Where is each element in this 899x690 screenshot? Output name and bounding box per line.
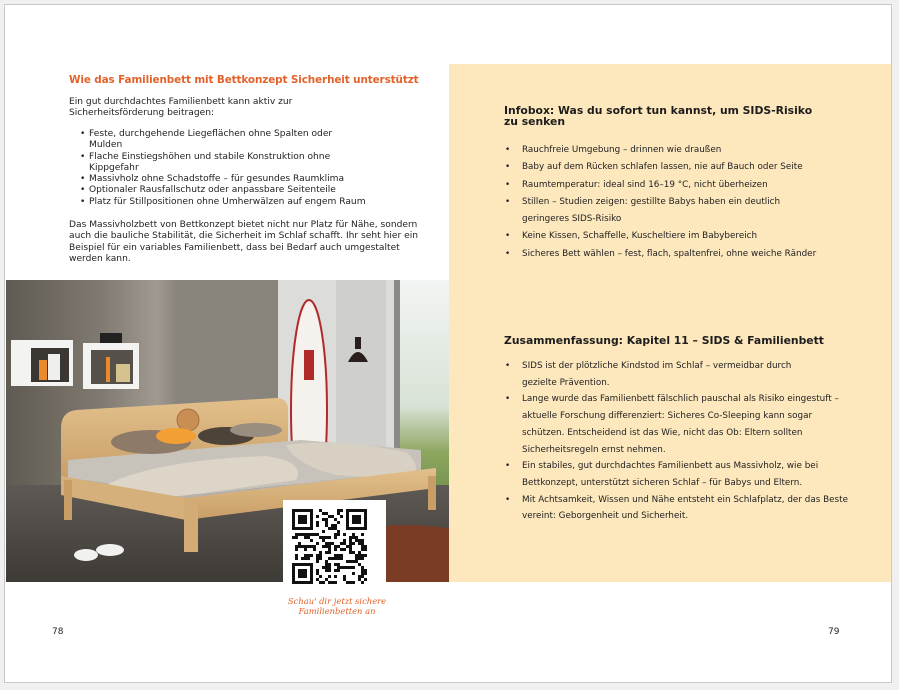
list-item: • Massivholz ohne Schadstoffe – für gesundes Raumklima bbox=[80, 174, 380, 185]
feature-list bbox=[80, 129, 380, 208]
infobox-heading: Infobox: Was du sofort tun kannst, um SIDS-Risiko zu senken bbox=[504, 104, 813, 128]
list-item: • Baby auf dem Rücken schlafen lassen, nie auf Bauch oder Seite bbox=[504, 159, 812, 176]
intro-paragraph: Ein gut durchdachtes Familienbett kann aktiv zur Sicherheitsförderung beitragen: bbox=[69, 97, 293, 119]
list-item: • Feste, durchgehende Liegeflächen ohne Spalten oder Mulden bbox=[80, 129, 349, 152]
list-item: • Optionaler Rausfallschutz oder anpassbare Seitenteile bbox=[80, 185, 380, 196]
page-number-right: 79 bbox=[828, 627, 840, 637]
list-item: • Platz für Stillpositionen ohne Umherwälzen auf engem Raum bbox=[80, 197, 380, 208]
list-item: • Raumtemperatur: ideal sind 16–19 °C, nicht überheizen bbox=[504, 177, 844, 194]
list-item: • Ein stabiles, gut durchdachtes Familienbett aus Massivholz, wie bei Bettkonzept, unterstützt sicheren Schlaf – für Babys und Eltern. bbox=[504, 458, 842, 491]
body-paragraph: Das Massivholzbett von Bettkonzept bietet nicht nur Platz für Nähe, sondern auch die bauliche Stabilität, die Sicherheit im Schlaf schafft. Ihr seht hier ein Beispiel für ein variables Familienbett, dass bei Bedarf auch umgestaltet werden kann. bbox=[69, 220, 419, 264]
list-item: • Sicheres Bett wählen – fest, flach, spaltenfrei, ohne weiche Ränder bbox=[504, 246, 837, 263]
infobox-panel bbox=[449, 64, 892, 582]
qr-caption bbox=[267, 597, 407, 616]
list-item: • Stillen – Studien zeigen: gestillte Babys haben ein deutlich geringeres SIDS-Risiko bbox=[504, 194, 827, 229]
list-item: • SIDS ist der plötzliche Kindstod im Schlaf – vermeidbar durch gezielte Prävention. bbox=[504, 358, 827, 391]
infobox-list bbox=[504, 142, 844, 263]
summary-heading: Zusammenfassung: Kapitel 11 – SIDS & Familienbett bbox=[504, 334, 824, 347]
page-number-left: 78 bbox=[52, 627, 64, 637]
list-item: • Mit Achtsamkeit, Wissen und Nähe entsteht ein Schlafplatz, der das Beste vereint: Geborgenheit und Sicherheit. bbox=[504, 492, 852, 525]
qr-caption-line: Schau' dir jetzt sichere bbox=[287, 596, 387, 606]
list-item: • Lange wurde das Familienbett fälschlich pauschal als Risiko eingestuft – aktuelle Forschung differenziert: Sicheres Co-Sleeping kann sogar schützen. Entscheidend ist das Wie, nicht das Ob: Eltern sollten Sicherheitsregeln ernst nehmen. bbox=[504, 391, 852, 458]
qr-code-card[interactable] bbox=[283, 500, 386, 588]
list-item: • Keine Kissen, Schaffelle, Kuscheltiere im Babybereich bbox=[504, 228, 844, 245]
list-item: • Rauchfreie Umgebung – drinnen wie draußen bbox=[504, 142, 844, 159]
section-heading: Wie das Familienbett mit Bettkonzept Sicherheit unterstützt bbox=[69, 74, 419, 86]
qr-code-icon[interactable] bbox=[292, 509, 377, 584]
book-spread bbox=[4, 4, 892, 683]
qr-caption-line: Familienbetten an bbox=[298, 605, 376, 616]
summary-list bbox=[504, 358, 848, 525]
list-item: • Flache Einstiegshöhen und stabile Konstruktion ohne Kippgefahr bbox=[80, 152, 334, 175]
